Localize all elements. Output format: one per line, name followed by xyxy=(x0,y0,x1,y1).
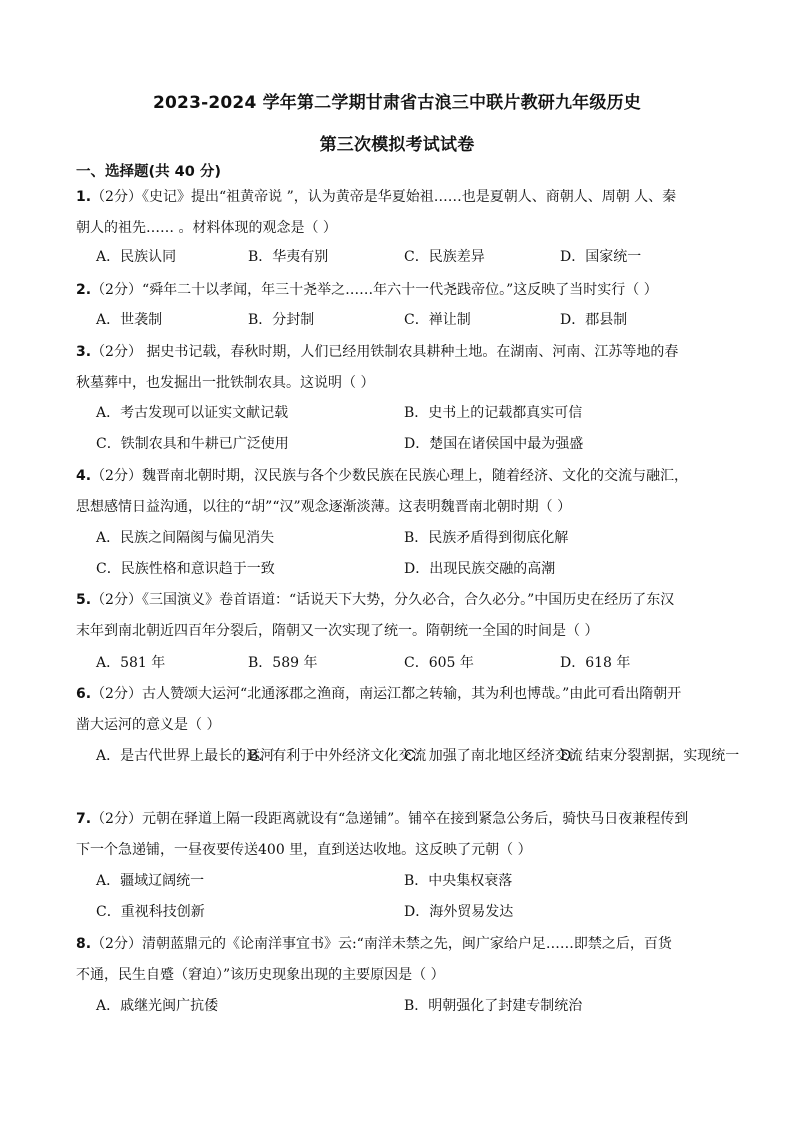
question-text-line xyxy=(76,960,726,991)
option-a[interactable]: A．民族认同 xyxy=(96,249,177,265)
option-b[interactable]: B．民族矛盾得到彻底化解 xyxy=(404,530,569,546)
option-c[interactable]: C．重视科技创新 xyxy=(96,904,205,920)
option-a[interactable]: A．疆域辽阔统一 xyxy=(96,873,205,889)
option-b[interactable]: B．589 年 xyxy=(248,655,318,671)
option-c[interactable]: C．铁制农具和牛耕已广泛使用 xyxy=(96,436,289,452)
option-d[interactable]: D．郡县制 xyxy=(560,312,628,328)
option-d[interactable]: D．出现民族交融的高潮 xyxy=(404,561,556,577)
option-d[interactable]: D．楚国在诸侯国中最为强盛 xyxy=(404,436,584,452)
question-number: 3. xyxy=(76,344,92,360)
option-c[interactable]: C．605 年 xyxy=(404,655,474,671)
option-b[interactable]: B．中央集权衰落 xyxy=(404,873,513,889)
option-a[interactable]: A．民族之间隔阂与偏见消失 xyxy=(96,530,275,546)
option-c[interactable]: C．加强了南北地区经济交流 xyxy=(404,748,583,764)
question-text: （2分）清朝蓝鼎元的《论南洋事宜书》云:“南洋未禁之先，闽广家给户足……即禁之后，百货 xyxy=(91,936,672,952)
option-c[interactable]: C．禅让制 xyxy=(404,312,471,328)
question-text: （2分）魏晋南北朝时期，汉民族与各个少数民族在民族心理上，随着经济、文化的交流与融汇， xyxy=(91,468,688,484)
question-text-line xyxy=(76,835,726,866)
question-text-line xyxy=(76,213,726,244)
question-text: 末年到南北朝近四百年分裂后，隋朝又一次实现了统一。隋朝统一全国的时间是（ ） xyxy=(76,623,599,639)
question-text-line xyxy=(76,616,726,647)
option-c[interactable]: C．民族差异 xyxy=(404,249,485,265)
question-text: （2分）古人赞颂大运河“北通涿郡之渔商，南运江都之转输，其为利也博哉。”由此可看出隋朝开 xyxy=(91,686,682,702)
question-text-line xyxy=(76,275,726,306)
question-4 xyxy=(76,461,726,523)
question-text-line xyxy=(76,929,726,960)
question-text-line xyxy=(76,710,726,741)
question-text-line xyxy=(76,679,726,710)
question-text-line xyxy=(76,182,726,213)
question-2 xyxy=(76,275,726,306)
question-text-line xyxy=(76,337,726,368)
question-7 xyxy=(76,804,726,866)
exam-title-line2: 第三次模拟考试试卷 xyxy=(319,135,475,155)
question-number: 8. xyxy=(76,936,92,952)
question-6 xyxy=(76,679,726,741)
option-c[interactable]: C．民族性格和意识趋于一致 xyxy=(96,561,275,577)
question-8 xyxy=(76,929,726,991)
question-text-line xyxy=(76,492,726,523)
question-5 xyxy=(76,585,726,647)
question-text: （2分）《三国演义》卷首语道：“话说天下大势，分久必合，合久必分。”中国历史在经历了东汉 xyxy=(91,592,675,608)
option-b[interactable]: B．华夷有别 xyxy=(248,249,329,265)
option-a[interactable]: A．戚继光闽广抗倭 xyxy=(96,998,219,1014)
question-text-line xyxy=(76,585,726,616)
question-number: 4. xyxy=(76,468,92,484)
question-text: 不通，民生自蹙（窘迫）”该历史现象出现的主要原因是（ ） xyxy=(76,967,445,983)
question-text: （2分）《史记》提出“祖黄帝说 ”，认为黄帝是华夏始祖……也是夏朝人、商朝人、周朝 人、秦 xyxy=(91,189,677,205)
option-d[interactable]: D．618 年 xyxy=(560,655,631,671)
option-d[interactable]: D．结束分裂割据，实现统一 xyxy=(560,748,740,764)
exam-title-line1: 2023-2024 学年第二学期甘肃省古浪三中联片教研九年级历史 xyxy=(152,93,641,113)
section-heading: 一、选择题(共 40 分) xyxy=(76,164,222,180)
option-b[interactable]: B．史书上的记载都真实可信 xyxy=(404,405,583,421)
option-a[interactable]: A．考古发现可以证实文献记载 xyxy=(96,405,289,421)
question-text: 下一个急递铺，一昼夜要传送400 里，直到送达收地。这反映了元朝（ ） xyxy=(76,842,532,858)
question-text-line xyxy=(76,461,726,492)
question-text: 思想感情日益沟通，以往的“胡”“汉”观念逐渐淡薄。这表明魏晋南北朝时期（ ） xyxy=(76,499,572,515)
question-text: （2分）“舜年二十以孝闻，年三十尧举之……年六十一代尧践帝位。”这反映了当时实行（ ） xyxy=(91,282,658,298)
question-text: 朝人的祖先…… 。材料体现的观念是（ ） xyxy=(76,220,337,236)
question-number: 5. xyxy=(76,592,92,608)
question-number: 1. xyxy=(76,189,92,205)
question-1 xyxy=(76,182,726,244)
option-d[interactable]: D．海外贸易发达 xyxy=(404,904,514,920)
option-a[interactable]: A．世袭制 xyxy=(96,312,163,328)
option-a[interactable]: A．是古代世界上最长的运河 xyxy=(96,748,275,764)
option-d[interactable]: D．国家统一 xyxy=(560,249,642,265)
question-text-line xyxy=(76,804,726,835)
question-text-line xyxy=(76,368,726,399)
option-b[interactable]: B．明朝强化了封建专制统治 xyxy=(404,998,583,1014)
question-text: 凿大运河的意义是（ ） xyxy=(76,717,221,733)
question-text: （2分） 据史书记载，春秋时期，人们已经用铁制农具耕种土地。在湖南、河南、江苏等地的春 xyxy=(91,344,679,360)
question-3 xyxy=(76,337,726,399)
option-b[interactable]: B．有利于中外经济文化交流 xyxy=(248,748,427,764)
option-a[interactable]: A．581 年 xyxy=(96,655,166,671)
option-b[interactable]: B．分封制 xyxy=(248,312,315,328)
question-text: 秋墓葬中，也发掘出一批铁制农具。这说明（ ） xyxy=(76,375,375,391)
question-number: 7. xyxy=(76,811,92,827)
question-text: （2分）元朝在驿道上隔一段距离就设有“急递铺”。铺卒在接到紧急公务后，骑快马日夜兼程传到 xyxy=(91,811,689,827)
question-number: 6. xyxy=(76,686,92,702)
question-number: 2. xyxy=(76,282,92,298)
